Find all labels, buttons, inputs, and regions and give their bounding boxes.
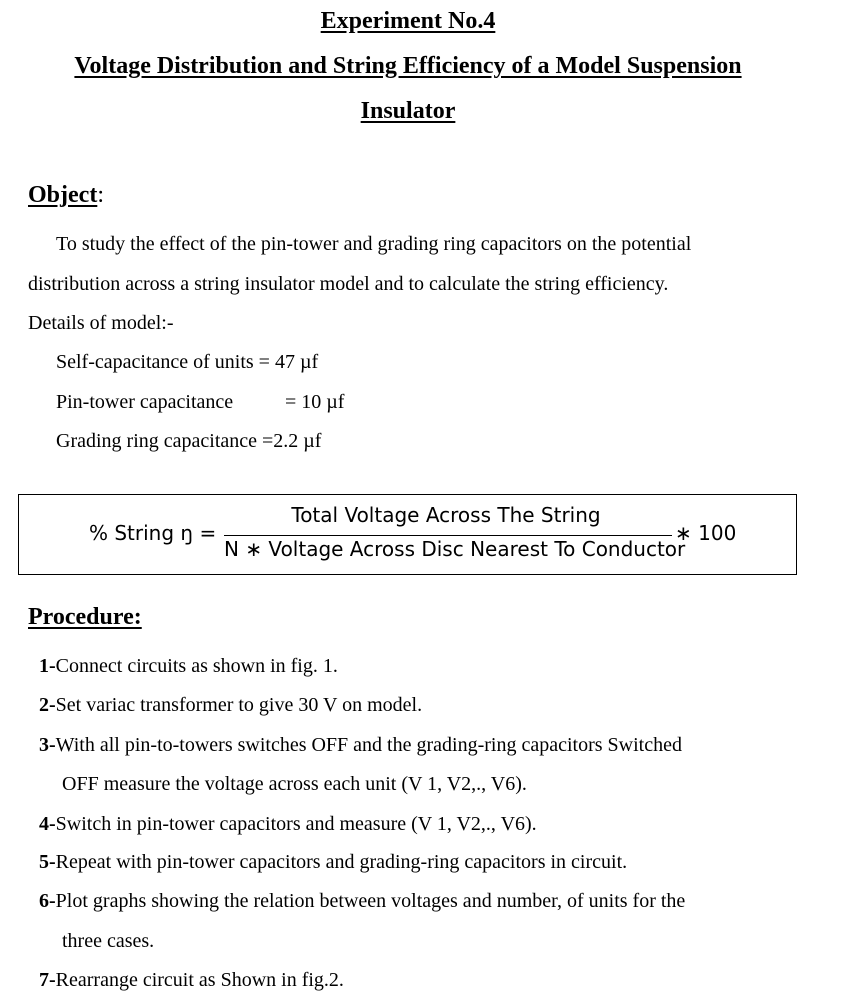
step-number: 2-	[39, 694, 56, 716]
procedure-step	[39, 890, 685, 913]
procedure-step	[39, 969, 344, 992]
experiment-title-line2: Insulator	[360, 98, 456, 124]
step-number: 7-	[39, 969, 56, 991]
grading-ring-capacitance: Grading ring capacitance =2.2 µf	[56, 430, 322, 452]
step-text: Plot graphs showing the relation between voltages and number, of units for the	[55, 890, 686, 912]
step-text: Connect circuits as shown in fig. 1.	[55, 655, 338, 677]
pin-tower-capacitance-value: = 10 µf	[285, 391, 345, 413]
procedure-step	[39, 655, 338, 678]
experiment-number-title: Experiment No.4	[320, 8, 496, 34]
step-number: 1-	[39, 655, 56, 677]
object-text-line1: To study the effect of the pin-tower and grading ring capacitors on the potential	[56, 233, 692, 255]
object-heading-label: Object	[28, 182, 98, 208]
details-label: Details of model:-	[28, 312, 174, 334]
step-continuation: OFF measure the voltage across each unit (V 1, V2,., V6).	[62, 773, 527, 795]
step-continuation: three cases.	[62, 930, 155, 952]
step-text: Repeat with pin-tower capacitors and grading-ring capacitors in circuit.	[55, 851, 628, 873]
object-text-line2: distribution across a string insulator model and to calculate the string efficiency.	[28, 273, 669, 295]
procedure-step	[39, 851, 627, 874]
string-efficiency-formula	[18, 494, 797, 575]
step-text: With all pin-to-towers switches OFF and the grading-ring capacitors Switched	[55, 734, 682, 756]
step-text: Set variac transformer to give 30 V on model.	[55, 694, 423, 716]
procedure-step	[39, 694, 422, 717]
formula-numerator: Total Voltage Across The String	[291, 503, 601, 527]
experiment-title-line1: Voltage Distribution and String Efficiency of a Model Suspension	[74, 53, 742, 79]
self-capacitance: Self-capacitance of units = 47 µf	[56, 351, 319, 373]
step-text: Switch in pin-tower capacitors and measure (V 1, V2,., V6).	[55, 813, 537, 835]
step-text: Rearrange circuit as Shown in fig.2.	[55, 969, 344, 991]
step-number: 3-	[39, 734, 56, 756]
step-number: 6-	[39, 890, 56, 912]
procedure-step	[39, 813, 537, 836]
procedure-heading	[28, 604, 142, 631]
step-number: 4-	[39, 813, 56, 835]
procedure-heading-label: Procedure:	[28, 604, 142, 630]
formula-denominator: N ∗ Voltage Across Disc Nearest To Conductor	[224, 537, 686, 561]
step-number: 5-	[39, 851, 56, 873]
procedure-step	[39, 734, 682, 757]
formula-lhs: % String ŋ =	[89, 521, 217, 545]
formula-fraction-bar	[224, 535, 672, 536]
pin-tower-capacitance-label: Pin-tower capacitance	[56, 391, 234, 413]
object-heading	[28, 182, 104, 209]
object-heading-colon: :	[97, 182, 104, 208]
formula-rhs: ∗ 100	[675, 521, 737, 545]
